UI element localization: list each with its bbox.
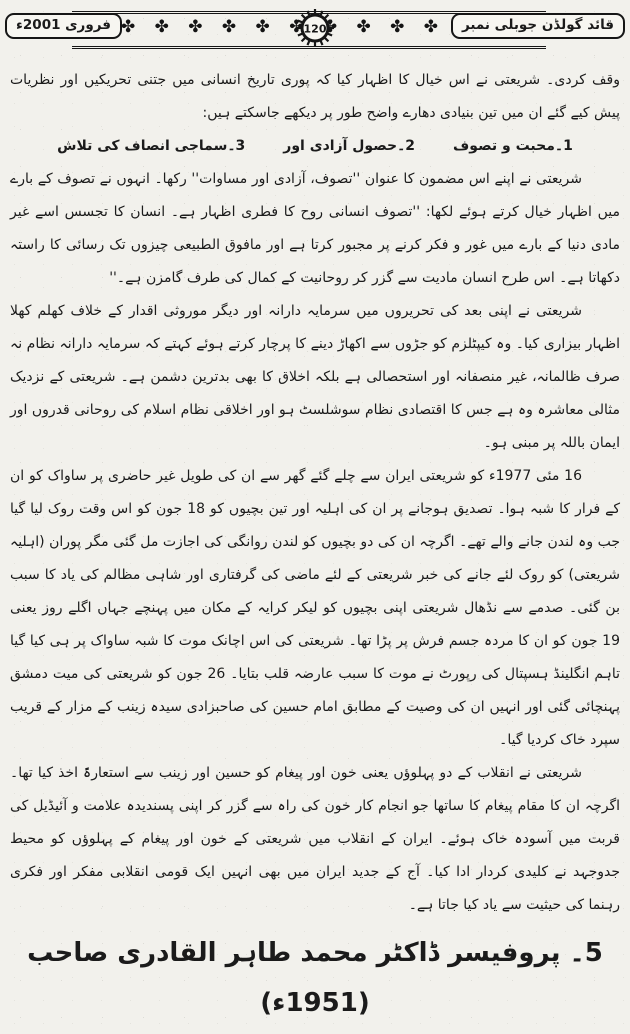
section-heading-5-tahir-ul-qadri: 5۔ پروفیسر ڈاکٹر محمد طاہر القادری صاحب (1951ء) [27, 938, 603, 1018]
list-item-2: 2۔حصول آزادی اور [283, 138, 416, 154]
paragraph-death-1977: 16 مئی 1977ء کو شریعتی ایران سے چلے گئے گھر سے ان کی طویل غیر حاضری پر ساواک کو ان کے فرار کا شبہ ہوا۔ تصدیق ہوجانے پر ان کی اہلیہ اور تین بچیوں کو 18 جون کو اس وقت روک لیا گیا جب وہ لندن جانے والے تھے۔ اگرچہ ان کی دو بچیوں کو لندن روانگی کی اجازت مل گئی مگر پوران (اہلیہ شریعتی) کو روک لئے جانے کی خبر شریعتی کے لئے ماضی کی گرفتاری اور شاہی مظالم کی یاد کا سبب بن گئی۔ صدمے سے نڈھال شریعتی اپنی بچیوں کو لیکر کرایہ کے مکان میں پہنچے جہاں اگلے روز یعنی 19 جون کو ان کا مردہ جسم فرش پر پڑا تھا۔ شریعتی کی اس اچانک موت کا شبہ ساواک پر ہی کیا گیا تاہم انگلینڈ ہسپتال کی رپورٹ نے موت کا سبب عارضہ قلب بتایا۔ 26 جون کو شریعتی کی میت دمشق پہنچائی گئی اور انہیں ان کی وصیت کے مطابق امام حسین کی صاحبزادی سیدہ زینب کے مزار کے قریب سپرد خاک کردیا گیا۔ [10, 468, 621, 748]
issue-date-box: فروری 2001ء [5, 13, 122, 39]
ornament-border: ✤ ✤ ✤ ✤ ✤ ✤ ✤ ✤ ✤ ✤ [72, 11, 546, 49]
list-item-1: 1۔محبت و تصوف [453, 138, 573, 154]
article-body [0, 52, 630, 1034]
paragraph-tasawwuf: شریعتی نے اپنے اس مضمون کا عنوان ''تصوف، آزادی اور مساوات'' رکھا۔ انہوں نے تصوف کے بارے میں اظہار خیال کرتے ہوئے لکھا: ''تصوف انسانی روح کا فطری اظہار ہے۔ انسان کا تجسس اسے غیر مادی دنیا کے بارے میں غور و فکر کرنے پر مجبور کرتا ہے اور مافوق الطبیعی چیزوں تک رسائی کا راستہ دکھاتا ہے۔ اس طرح انسان مادیت سے گزر کر روحانیت کے کمال کی طرف گامزن ہے۔'' [10, 171, 620, 286]
page-number: 120 [303, 22, 327, 36]
list-item-3: 3۔سماجی انصاف کی تلاش [57, 138, 246, 154]
paragraph-qadri-intro [10, 1030, 620, 1034]
three-streams-list [10, 130, 620, 163]
page-number-badge [294, 7, 336, 49]
paragraph-capitalism: شریعتی نے اپنی بعد کی تحریروں میں سرمایہ دارانہ اور دیگر موروثی اقدار کے خلاف کھلم کھلا اظہار بیزاری کیا۔ وہ کیپٹلزم کو جڑوں سے اکھاڑ دینے کا پرچار کرتے ہوئے کہتے کہ سرمایہ دارانہ نظام نہ صرف ظالمانہ، غیر منصفانہ اور استحصالی ہے بلکہ اخلاق کا بھی بدترین دشمن ہے۔ شریعتی کے نزدیک مثالی معاشرہ وہ ہے جس کا اقتصادی نظام سوشلسٹ ہو اور اخلاقی نظام اسلام کی روحانی قدروں اور ایمان باللہ پر مبنی ہو۔ [10, 303, 620, 451]
issue-title-box: قائد گولڈن جوبلی نمبر [451, 13, 625, 39]
page-header [2, 6, 628, 52]
paragraph-revolution-legacy: شریعتی نے انقلاب کے دو پہلوؤں یعنی خون اور پیغام کو حسین اور زینب سے استعارۃً اخذ کیا تھا۔ اگرچہ ان کا مقام پیغام کا ساتھا جو انجام کار خون کی راہ سے گزر کر اپنی پسندیدہ علامت و آئیڈیل کی قربت میں آسودہ خاک ہوئے۔ ایران کے انقلاب میں شریعتی کے خون اور پیغام کے پہلوؤں کو محیط جدوجہد نے کلیدی کردار ادا کیا۔ آج کے جدید ایران میں بھی انہیں ایک قومی انقلابی مفکر اور فکری رہنما کی حیثیت سے یاد کیا جاتا ہے۔ [10, 765, 620, 913]
paragraph-intro: وقف کردی۔ شریعتی نے اس خیال کا اظہار کیا کہ پوری تاریخ انسانی میں جتنی تحریکیں اور نظریات پیش کیے گئے ان میں تین بنیادی دھارے واضح طور پر دیکھے جاسکتے ہیں: [10, 72, 620, 121]
